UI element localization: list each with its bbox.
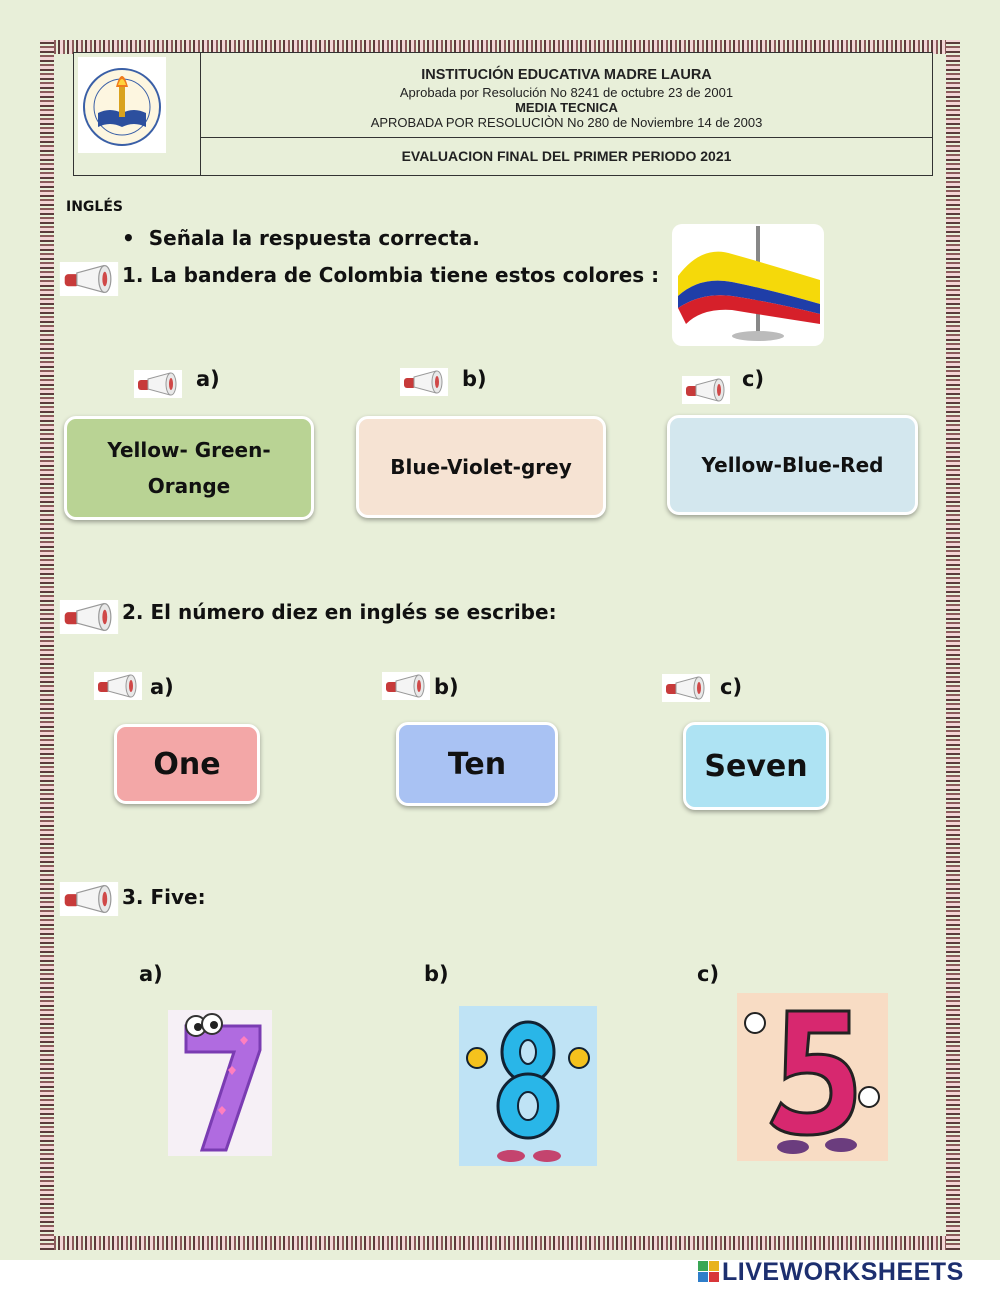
q2-option-c[interactable]: Seven — [683, 722, 829, 810]
audio-q1-icon[interactable] — [58, 262, 120, 296]
q1-option-c[interactable]: Yellow-Blue-Red — [667, 415, 918, 515]
q1-letter-c: c) — [742, 367, 765, 391]
colombia-flag-image — [672, 224, 824, 374]
logo-cell — [74, 53, 201, 175]
q1-option-b[interactable]: Blue-Violet-grey — [356, 416, 606, 518]
q3-letter-b: b) — [424, 962, 449, 986]
footer-brand: LIVEWORKSHEETS — [722, 1258, 964, 1286]
audio-q1a-icon[interactable] — [134, 370, 182, 398]
q2-letter-a: a) — [150, 675, 174, 699]
audio-q2c-icon[interactable] — [662, 674, 710, 702]
q2-option-a[interactable]: One — [114, 724, 260, 804]
exam-title: EVALUACION FINAL DEL PRIMER PERIODO 2021 — [401, 148, 732, 164]
audio-q3-icon[interactable] — [58, 882, 120, 916]
q1-option-a[interactable]: Yellow- Green-Orange — [64, 416, 314, 520]
number-eight-image[interactable] — [459, 1006, 597, 1166]
media-tecnica-line: MEDIA TECNICA — [515, 100, 618, 115]
question-2: 2. El número diez en inglés se escribe: — [122, 600, 557, 624]
q2-option-b[interactable]: Ten — [396, 722, 558, 806]
number-seven-image[interactable] — [168, 1010, 272, 1156]
q3-letter-c: c) — [697, 962, 720, 986]
liveworksheets-logo — [698, 1258, 964, 1287]
instruction: • Señala la respuesta correcta. — [122, 226, 480, 250]
left-border — [40, 40, 54, 1250]
approval-line-2: APROBADA POR RESOLUCIÒN No 280 de Noviembre 14 de 2003 — [370, 115, 763, 130]
audio-q2-icon[interactable] — [58, 600, 120, 634]
bottom-border — [40, 1236, 960, 1250]
q1-letter-a: a) — [196, 367, 220, 391]
q1-letter-b: b) — [462, 367, 487, 391]
q2-letter-b: b) — [434, 675, 459, 699]
question-1: 1. La bandera de Colombia tiene estos colores : — [122, 263, 660, 287]
audio-q1b-icon[interactable] — [400, 368, 448, 396]
question-3: 3. Five: — [122, 885, 206, 909]
q3-letter-a: a) — [139, 962, 163, 986]
header-titles — [201, 53, 932, 138]
institution-name: INSTITUCIÓN EDUCATIVA MADRE LAURA — [421, 67, 712, 83]
number-five-image[interactable] — [737, 993, 888, 1161]
liveworksheets-badge-icon — [698, 1261, 720, 1283]
school-header — [73, 52, 933, 176]
right-border — [946, 40, 960, 1250]
audio-q2a-icon[interactable] — [94, 672, 142, 700]
approval-line-1: Aprobada por Resolución No 8241 de octubre 23 de 2001 — [399, 85, 734, 100]
q2-letter-c: c) — [720, 675, 743, 699]
school-logo — [78, 57, 166, 153]
instruction-text: Señala la respuesta correcta. — [148, 226, 480, 250]
audio-q1c-icon[interactable] — [682, 376, 730, 404]
subject-label: INGLÉS — [66, 199, 123, 215]
audio-q2b-icon[interactable] — [382, 672, 430, 700]
